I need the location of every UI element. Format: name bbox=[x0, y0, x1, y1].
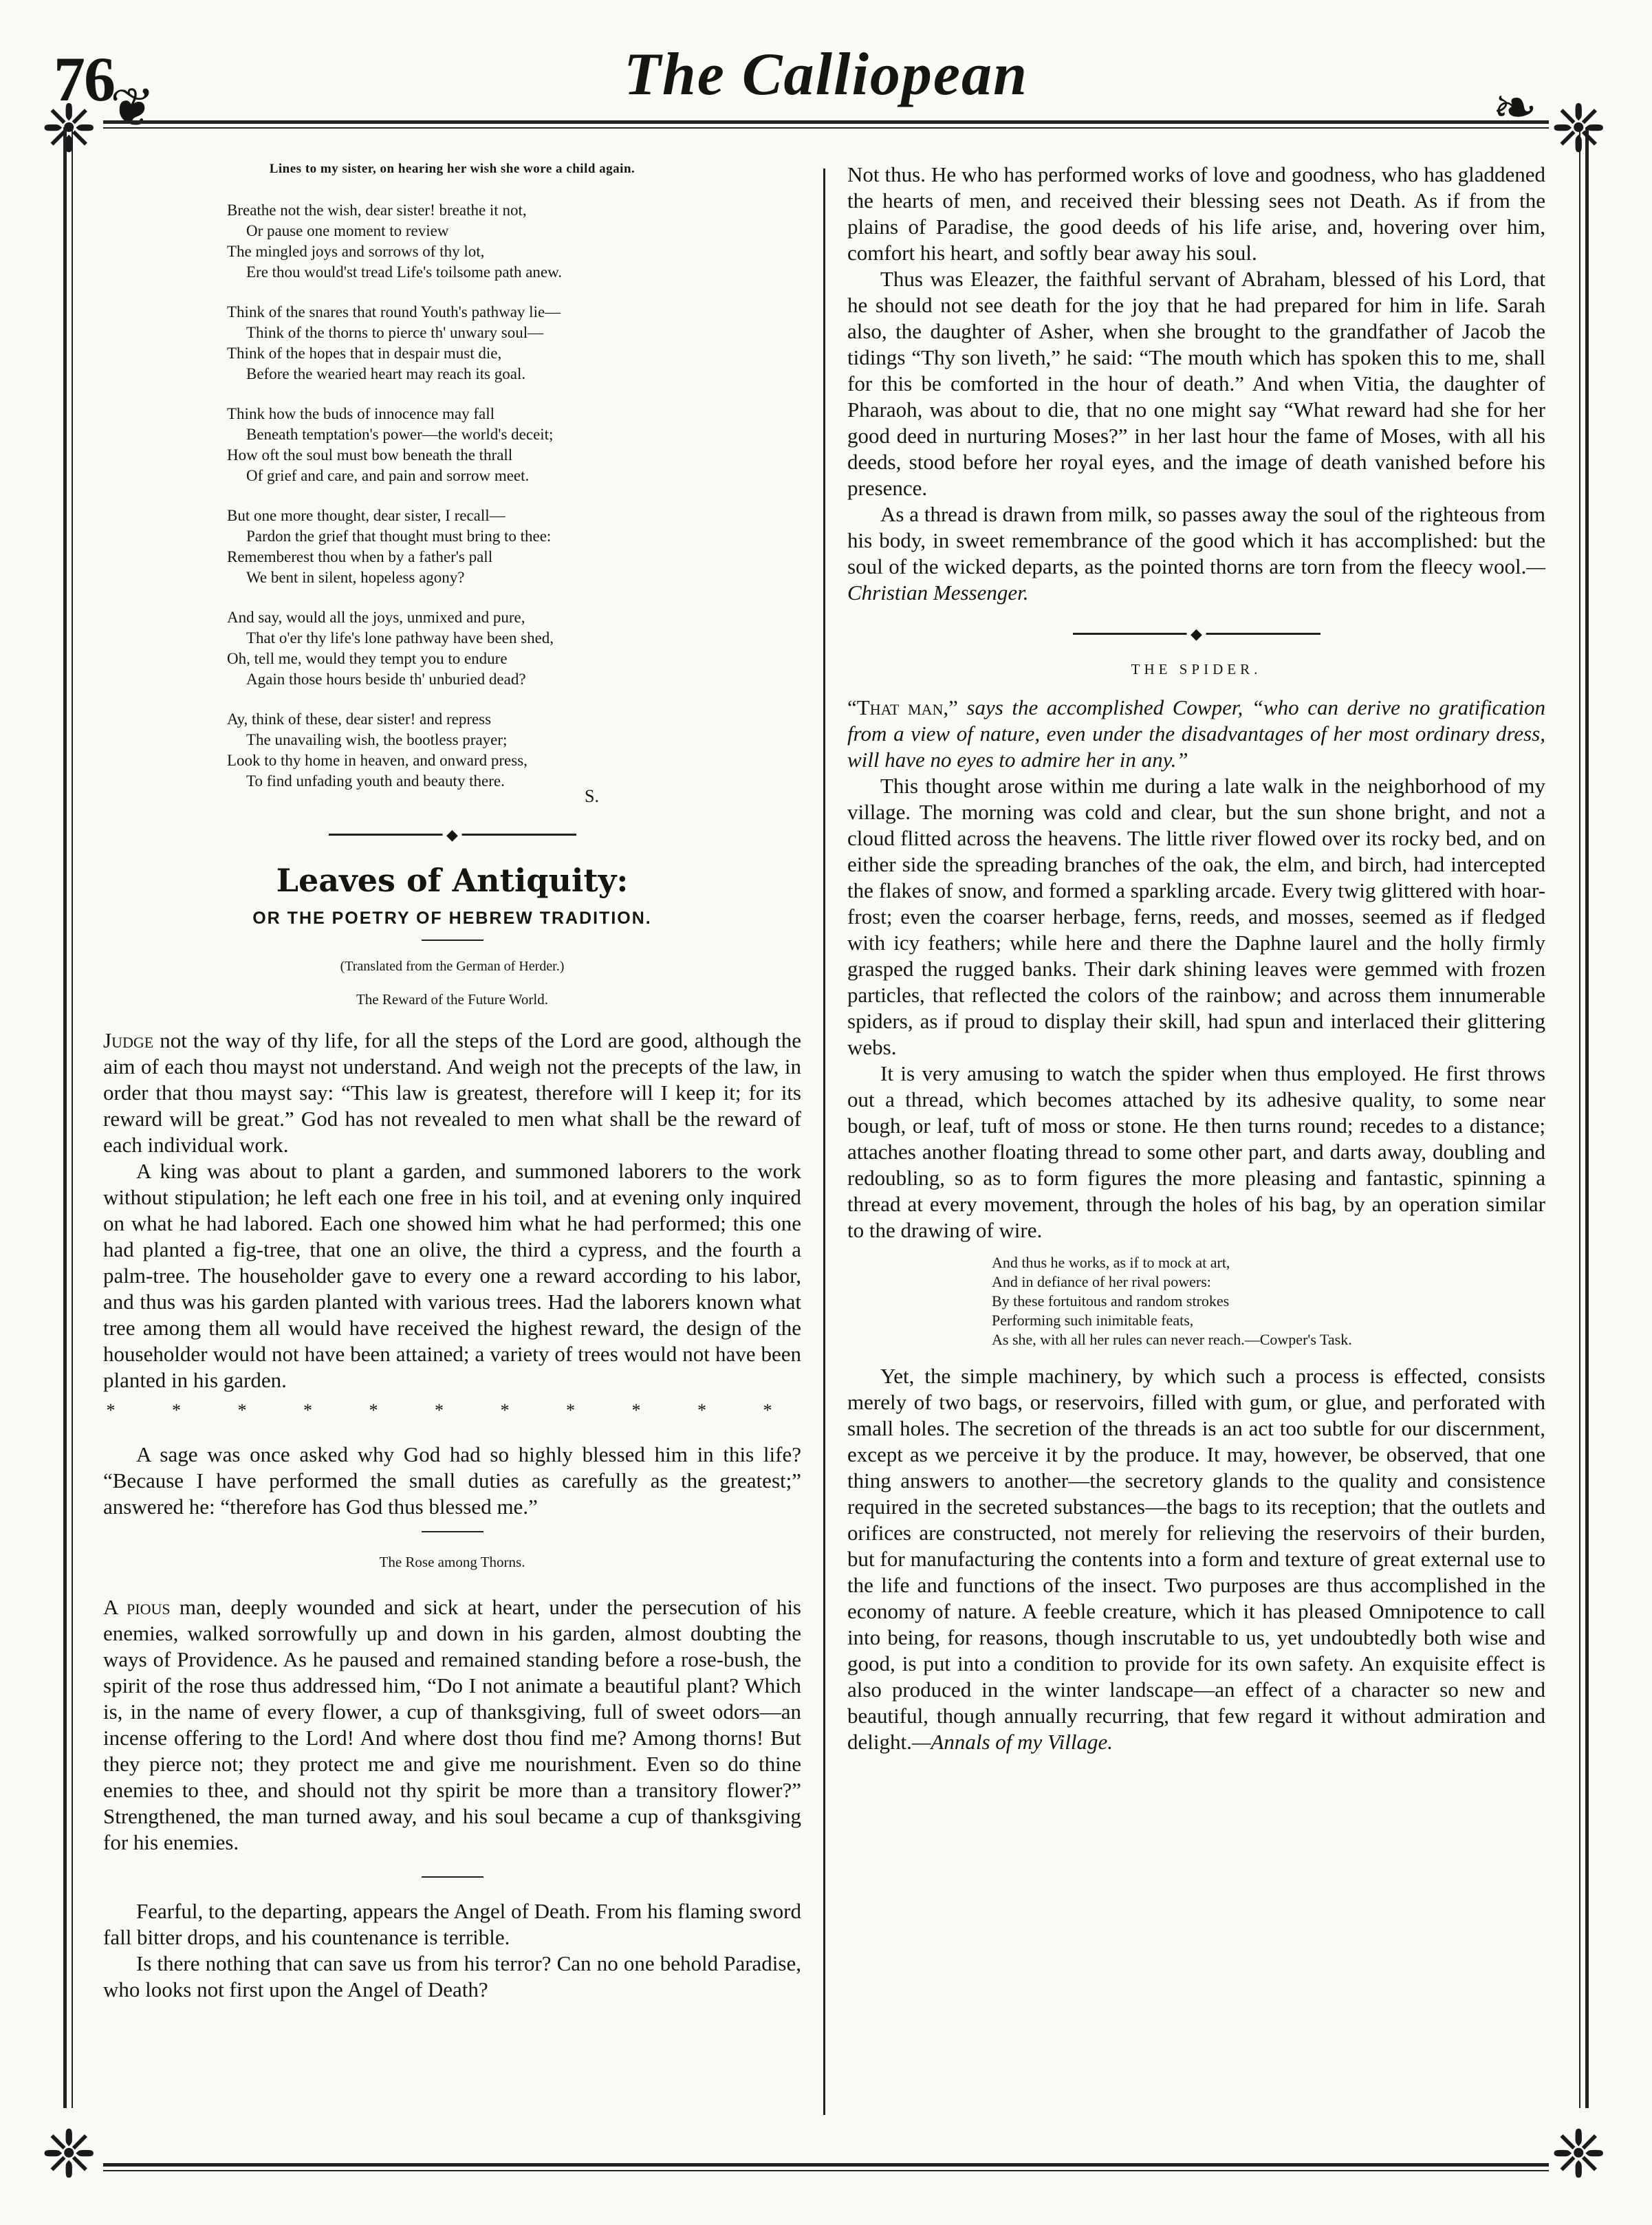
paragraph: It is very amusing to watch the spider when thus employed. He first throws out a thread, which becomes attached by its adhesive quality, to some near bough, or leaf, tuft of moss or stone. He then turns round; recedes to a distance; attaches another floating thread to some other part, and darts away, doubling and redoubling, so as to form figures the more pleasing and fantastic, spinning a thread at every movement, through the holes of his bag, by an operation similar to the drawing of wire. bbox=[847, 1061, 1545, 1242]
verse-line: Think of the thorns to pierce th' unwary soul— bbox=[246, 324, 544, 341]
verse-line: And say, would all the joys, unmixed and pure, bbox=[227, 609, 525, 626]
verse-line: Think how the buds of innocence may fall bbox=[227, 405, 494, 422]
paragraph: Thus was Eleazer, the faithful servant of Abraham, blessed of his Lord, that he should not see death for the joy that he had prepared for him in life. Sarah also, the daughter of Asher, when she brought to the grandfather of Jacob the tidings “Thy son liveth,” he said: “The mouth which has spoken this to me, shall for this be comforted in the hour of death.” And when Vitia, the daughter of Pharaoh, was about to die, that no one might say “What reward had she for her good deed in nurturing Moses?” in her last hour the fame of Moses, with all his deeds, stood before her royal eyes, and the image of death vanished before his presence. bbox=[847, 267, 1545, 500]
short-rule bbox=[422, 940, 483, 941]
diamond-ornament-icon: ◆ bbox=[442, 826, 462, 844]
paragraph: Not thus. He who has performed works of love and goodness, who has gladdened the hearts of men, and received their blessing sees not Death. As if from the plains of Paradise, the good deeds of his life arise, and, hovering over him, comfort his heart, and softly bear away his soul. bbox=[847, 162, 1545, 265]
paragraph bbox=[103, 1028, 801, 1158]
drop-word: A pious bbox=[103, 1595, 171, 1619]
section-divider bbox=[329, 826, 576, 843]
verse-line: How oft the soul must bow beneath the thrall bbox=[227, 446, 513, 464]
story-heading: The Reward of the Future World. bbox=[356, 991, 549, 1008]
verse-line: Performing such inimitable feats, bbox=[992, 1312, 1194, 1329]
poem-stanza bbox=[227, 200, 801, 283]
poem-stanza bbox=[227, 607, 801, 690]
section-stars: * * * * * * * * * * * bbox=[106, 1400, 798, 1420]
paragraph: Fearful, to the departing, appears the Angel of Death. From his flaming sword fall bitter drops, and his countenance is terrible. bbox=[103, 1899, 801, 1949]
verse-line: By these fortuitous and random strokes bbox=[992, 1292, 1230, 1310]
paragraph: A sage was once asked why God had so highly blessed him in this life? “Because I have performed the small duties as carefully as the greatest;” answered he: “therefore has God thus blessed me.” bbox=[103, 1442, 801, 1519]
verse-line: And thus he works, as if to mock at art, bbox=[992, 1254, 1230, 1271]
spider-heading: THE SPIDER. bbox=[1131, 661, 1262, 677]
paragraph bbox=[847, 501, 1545, 606]
verse-quotation bbox=[847, 1253, 1545, 1349]
verse-line: As she, with all her rules can never reach.—Cowper's Task. bbox=[992, 1331, 1352, 1348]
paragraph bbox=[847, 695, 1545, 773]
section-divider bbox=[1073, 625, 1320, 642]
drop-word: “That man,” bbox=[847, 695, 958, 719]
verse-line: Ere thou would'st tread Life's toilsome path anew. bbox=[246, 263, 563, 281]
right-column bbox=[847, 162, 1545, 1755]
corner-flourish-icon: ❈ bbox=[41, 2118, 97, 2191]
verse-line: Again those hours beside th' unburied dead? bbox=[246, 671, 526, 688]
verse-line: Beneath temptation's power—the world's deceit; bbox=[246, 426, 554, 443]
poem-stanza bbox=[227, 302, 801, 384]
drop-word: Judge bbox=[103, 1028, 154, 1052]
paragraph: A king was about to plant a garden, and summoned laborers to the work without stipulation; he left each one free in his toil, and at evening only inquired on what he had labored. Each one showed him what he had performed; this one had planted a fig-tree, that one an olive, the third a cypress, and the fourth a palm-tree. The householder gave to every one a reward according to his labor, and thus was his garden planted with various trees. Had the laborers known what tree among them all would have received the highest reward, the design of the householder would not have been attained; a variety of trees would not have been planted in his garden. bbox=[103, 1159, 801, 1392]
verse-line: The unavailing wish, the bootless prayer; bbox=[246, 731, 508, 748]
corner-flourish-icon: ❈ bbox=[1551, 2118, 1607, 2191]
source-attribution: —Christian Messenger. bbox=[847, 554, 1545, 605]
poem-signature: S. bbox=[585, 786, 599, 806]
paragraph-text: man, deeply wounded and sick at heart, under the persecution of his enemies, walked sorrowfully up and down in his garden, almost doubting the ways of Providence. As he paused and remained standing before a rose-bush, the spirit of the rose thus addressed him, “Do I not animate a beautiful plant? Which is, in the name of every flower, a cup of thanksgiving, full of sweet odors—an incense offering to the Lord! And where dost thou find me? Among thorns! But they pierce not; they protect me and give me nourishment. Even so do thine enemies to thee, and should not thy spirit be more than a transitory flower?” Strengthened, the man turned away, and his soul became a cup of thanksgiving for his enemies. bbox=[103, 1595, 801, 1854]
section-title: Leaves of Antiquity: bbox=[276, 862, 629, 899]
paragraph: Is there nothing that can save us from his terror? Can no one behold Paradise, who looks not first upon the Angel of Death? bbox=[103, 1951, 801, 2001]
frame-border-right bbox=[1585, 127, 1589, 2108]
paragraph-text: As a thread is drawn from milk, so passes away the soul of the righteous from his body, in sweet remembrance of the good which it has accomplished: but the soul of the wicked departs, as the pointed thorns are torn from the fleecy wool. bbox=[847, 502, 1545, 578]
verse-line: Look to thy home in heaven, and onward press, bbox=[227, 752, 528, 769]
verse-line: Oh, tell me, would they tempt you to endure bbox=[227, 650, 508, 667]
bottom-rule bbox=[103, 2163, 1549, 2171]
scroll-ornament-icon: ❧ bbox=[1492, 78, 1538, 138]
frame-border-left-inner bbox=[72, 127, 73, 2108]
short-rule bbox=[422, 1531, 483, 1532]
verse-line: Breathe not the wish, dear sister! breathe it not, bbox=[227, 202, 527, 219]
poem-stanza bbox=[227, 404, 801, 486]
verse-line: To find unfading youth and beauty there. bbox=[246, 772, 505, 790]
column-divider bbox=[823, 169, 825, 2115]
verse-line: Or pause one moment to review bbox=[246, 222, 449, 239]
verse-line: Ay, think of these, dear sister! and repress bbox=[227, 710, 492, 728]
paragraph-text: not the way of thy life, for all the steps of the Lord are good, although the aim of each thou mayst not understand. And weigh not the precepts of the law, in order that thou mayst say: “This law is greatest, therefore will I keep it; for its reward will be great.” God has not revealed to men what shall be the reward of each individual work. bbox=[103, 1028, 802, 1157]
paragraph: This thought arose within me during a late walk in the neighborhood of my village. The morning was cold and clear, but the sun shone bright, and not a cloud flitted across the heavens. The little river flowed over its rocky bed, and on either side the spreading branches of the oak, the elm, and birch, had intercepted the flakes of snow, and formed a sparkling arcade. Every twig glittered with hoar-frost; even the coarser herbage, ferns, reeds, and mosses, seemed as if fledged with icy feathers; while here and there the Daphne laurel and the holly firmly grasped the rugged banks. Their dark shining leaves were gemmed with frozen particles, that reflected the colors of the rainbow; and across them innumerable spiders, as if proud to display their skill, had spun and interlaced their glittering webs. bbox=[847, 774, 1545, 1059]
verse-line: And in defiance of her rival powers: bbox=[992, 1273, 1211, 1290]
source-attribution: —Annals of my Village. bbox=[911, 1730, 1113, 1754]
verse-line: Think of the hopes that in despair must die, bbox=[227, 345, 502, 362]
page-number: 76 bbox=[54, 44, 114, 114]
verse-line: Rememberest thou when by a father's pall bbox=[227, 548, 493, 565]
corner-flourish-icon: ❈ bbox=[41, 92, 97, 166]
story-heading: The Rose among Thorns. bbox=[379, 1554, 525, 1570]
frame-border-left bbox=[63, 127, 67, 2108]
paragraph bbox=[103, 1594, 801, 1856]
article-body bbox=[103, 1028, 801, 2003]
paragraph bbox=[847, 1363, 1545, 1755]
poem-stanza bbox=[227, 506, 801, 588]
left-column bbox=[103, 162, 801, 2003]
verse-line: The mingled joys and sorrows of thy lot, bbox=[227, 243, 485, 260]
frame-border-right-inner bbox=[1579, 127, 1580, 2108]
corner-flourish-icon: ❈ bbox=[1551, 92, 1607, 166]
article-body-continued bbox=[847, 162, 1545, 606]
spider-article-body bbox=[847, 695, 1545, 1755]
verse-line: Before the wearied heart may reach its goal. bbox=[246, 365, 526, 382]
verse-line: That o'er thy life's lone pathway have been shed, bbox=[246, 629, 554, 647]
poem-body bbox=[103, 200, 801, 792]
masthead-title: The Calliopean bbox=[624, 41, 1028, 108]
verse-line: Think of the snares that round Youth's pathway lie— bbox=[227, 303, 561, 321]
masthead-rule bbox=[103, 120, 1549, 129]
paragraph-text: says the accomplished Cowper, “who can derive no gratification from a view of nature, even under the disadvantages of her most ordinary dress, will have no eyes to admire her in any.” bbox=[847, 695, 1546, 772]
verse-line: Pardon the grief that thought must bring to thee: bbox=[246, 528, 552, 545]
verse-line: We bent in silent, hopeless agony? bbox=[246, 569, 465, 586]
paragraph-text: Yet, the simple machinery, by which such a process is effected, consists merely of two bags, or reservoirs, filled with gum, or glue, and perforated with small holes. The secretion of the threads is an act too subtle for our discernment, except as we perceive it by the produce. It may, however, be observed, that one thing answers to another—the secretory glands to the quality and consistence required in the secreted substances—the bags to its reception; that the outlets and orifices are constructed, not merely for relieving the reservoirs of their burden, but for manufacturing the contents into a form and texture of great external use to the life and functions of the insect. Two purposes are thus accomplished in the economy of nature. A feeble creature, which it has pleased Omnipotence to call into being, for reasons, though inscrutable to us, yet undoubtedly both wise and good, is put into a condition to provide for its own safety. An exquisite effect is also produced in the winter landscape—an effect of a character so new and beautiful, though annually recurring, that few regard it without admiration and delight. bbox=[847, 1364, 1545, 1754]
poem-heading: Lines to my sister, on hearing her wish she wore a child again. bbox=[269, 162, 635, 176]
section-subtitle: OR THE POETRY OF HEBREW TRADITION. bbox=[252, 909, 652, 928]
short-rule bbox=[422, 1876, 483, 1878]
verse-line: But one more thought, dear sister, I recall— bbox=[227, 507, 506, 524]
diamond-ornament-icon: ◆ bbox=[1186, 625, 1206, 643]
poem-stanza bbox=[227, 709, 801, 792]
scroll-ornament-icon: ❦ bbox=[110, 78, 155, 138]
verse-line: Of grief and care, and pain and sorrow meet. bbox=[246, 467, 530, 484]
translator-note: (Translated from the German of Herder.) bbox=[340, 959, 565, 974]
